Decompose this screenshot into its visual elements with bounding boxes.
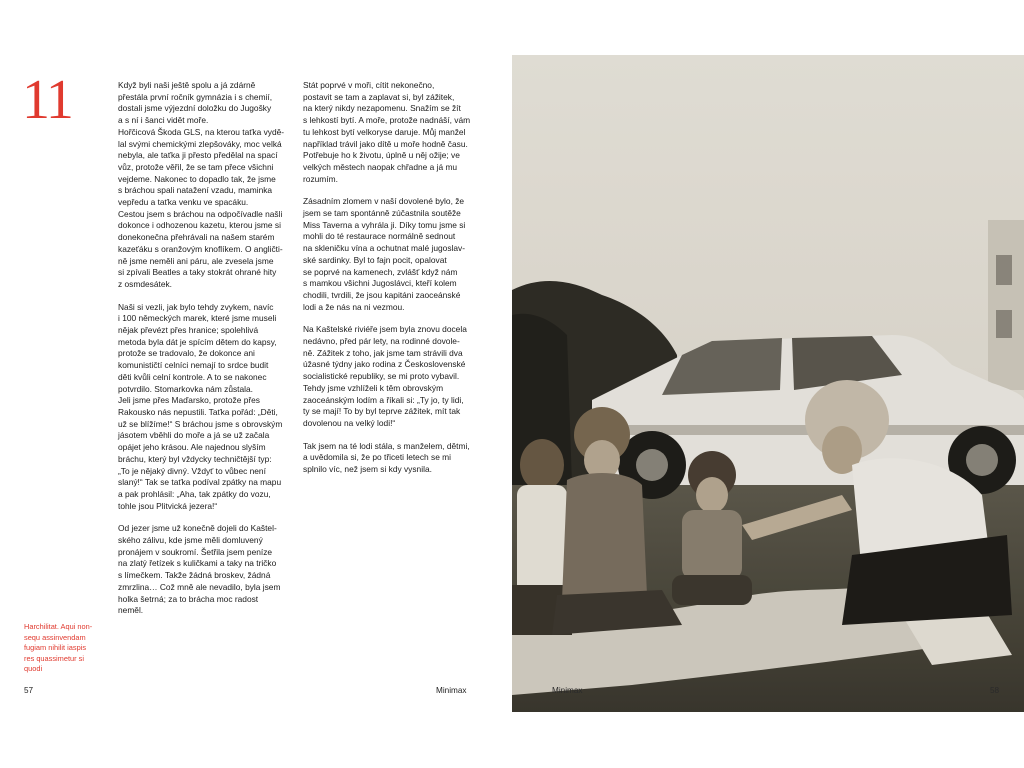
- text-column-1: [118, 80, 298, 628]
- paragraph: Tak jsem na té lodi stála, s manželem, dětmi, a uvědomila si, že po třiceti letech se mi splnilo víc, než jsem si kdy vysnila.: [303, 440, 470, 475]
- text-column-2: [303, 80, 483, 487]
- book-name-right: Minimax: [552, 686, 583, 695]
- paragraph: Stát poprvé v moři, cítit nekonečno, postavit se tam a zaplavat si, byl zážitek, na který nikdy nezapomenu. Snažím se žít s lehkostí bytí. A moře, protože nadnáší, vám tu lehkost bytí velkoryse daruje. Můj manžel například trávil jako dítě u moře hodně času. Potřebuje ho k životu, úplně u něj ožije; ve velkých městech naopak chřadne a já mu rozumím.: [303, 80, 471, 184]
- paragraph: Od jezer jsme už konečně dojeli do Kaštel- ského zálivu, kde jsme měli domluvený pronájem v soukromí. Šetřila jsem peníze na zlatý řetízek s kuličkami a taky na tričko s límečkem. Takže žádná broskev, žádná zmrzlina… Což mně ale nevadilo, byla jsem holka šetrná; za to brácha moc radost neměl.: [118, 523, 281, 616]
- paragraph: Na Kaštelské riviéře jsem byla znovu docela nedávno, před pár lety, na rodinné dovole- ně. Zážitek z toho, jak jsme tam strávili dva úžasné týdny jako rodina z Československé socialistické republiky, se mi proto vybavil. Tehdy jsme vzhlíželi k těm obrovským zaoceánským lodím a říkali si: „Ty jo, ty lidi, ty se mají! To by byl teprve zážitek, mít tak dovolenou na velký lodi!“: [303, 324, 467, 428]
- page-number-left: 57: [24, 686, 34, 695]
- paragraph: Zásadním zlomem v naší dovolené bylo, že jsem se tam spontánně zúčastnila soutěže Miss Taverna a vyhrála ji. Díky tomu jsme si mohli do té restaurace normálně sednout na skleničku vína a ochutnat malé jugoslav- ské sardinky. Byl to fajn pocit, opalovat se poprvé na kamenech, zvlášť když nám s mamkou všichni Jugoslávci, kteří kolem chodili, tvrdili, že jsou kapitáni zaoceánské lodi a že nás na ni vezmou.: [303, 196, 466, 312]
- paragraph: Naši si vezli, jak bylo tehdy zvykem, navíc i 100 německých marek, které jsme museli nějak převézt přes hranice; spolehlivá metoda byla dát je spícím dětem do kapsy, protože se tradovalo, že dokonce ani komunističtí celníci nemají to srdce budit děti kvůli celní kontrole. A to se nakonec potvrdilo. Stomarkovka nám zůstala. Jeli jsme přes Maďarsko, protože přes Rakousko nás nepustili. Taťka pořád: „Děti, už se blížíme!“ S bráchou jsme s obrovským jásotem vběhli do moře a já se už začala opájet jeho krásou. Ale najednou slyším bráchu, který byl vždycky techničtější typ: „To je nějaký divný. Vždyť to vůbec není slaný!“ Tak se taťka podíval zpátky na mapu a pak prohlásil: „Aha, tak zpátky do vozu, tohle jsou Plitvická jezera!“: [118, 301, 283, 511]
- page-number-right: 58: [990, 686, 1000, 695]
- chapter-number: 11: [22, 69, 72, 131]
- photo-caption: Harchilitat. Aqui non- sequ assinvendam fugiam nihilit iaspis res quassimetur si quodi: [24, 622, 93, 674]
- book-name-left: Minimax: [436, 686, 467, 695]
- paragraph: Když byli naši ještě spolu a já zdárně přestála první ročník gymnázia i s chemií, dostali jsme výjezdní doložku do Jugošky a s ní i šanci vidět moře. Hořčicová Škoda GLS, na kterou taťka vydě- lal svými chemickými zlepšováky, moc velká nebyla, ale taťka ji přesto předělal na spací vůz, protože věřil, že se tam přece všichni vejdeme. Nakonec to dopadlo tak, že jsme s bráchou spali natažení vzadu, maminka vepředu a taťka venku ve spacáku. Cestou jsem s bráchou na odpočívadle našli dokonce i odhozenou kazetu, kterou jsme si donekonečna přehrávali na našem starém kazeťáku s oranžovým knoflíkem. O angličti- ně jsme neměli ani páru, ale zvesela jsme si zpívali Beatles a taky stokrát ohrané hity z osmdesátek.: [118, 80, 285, 289]
- family-picnic-photo: [512, 55, 1024, 712]
